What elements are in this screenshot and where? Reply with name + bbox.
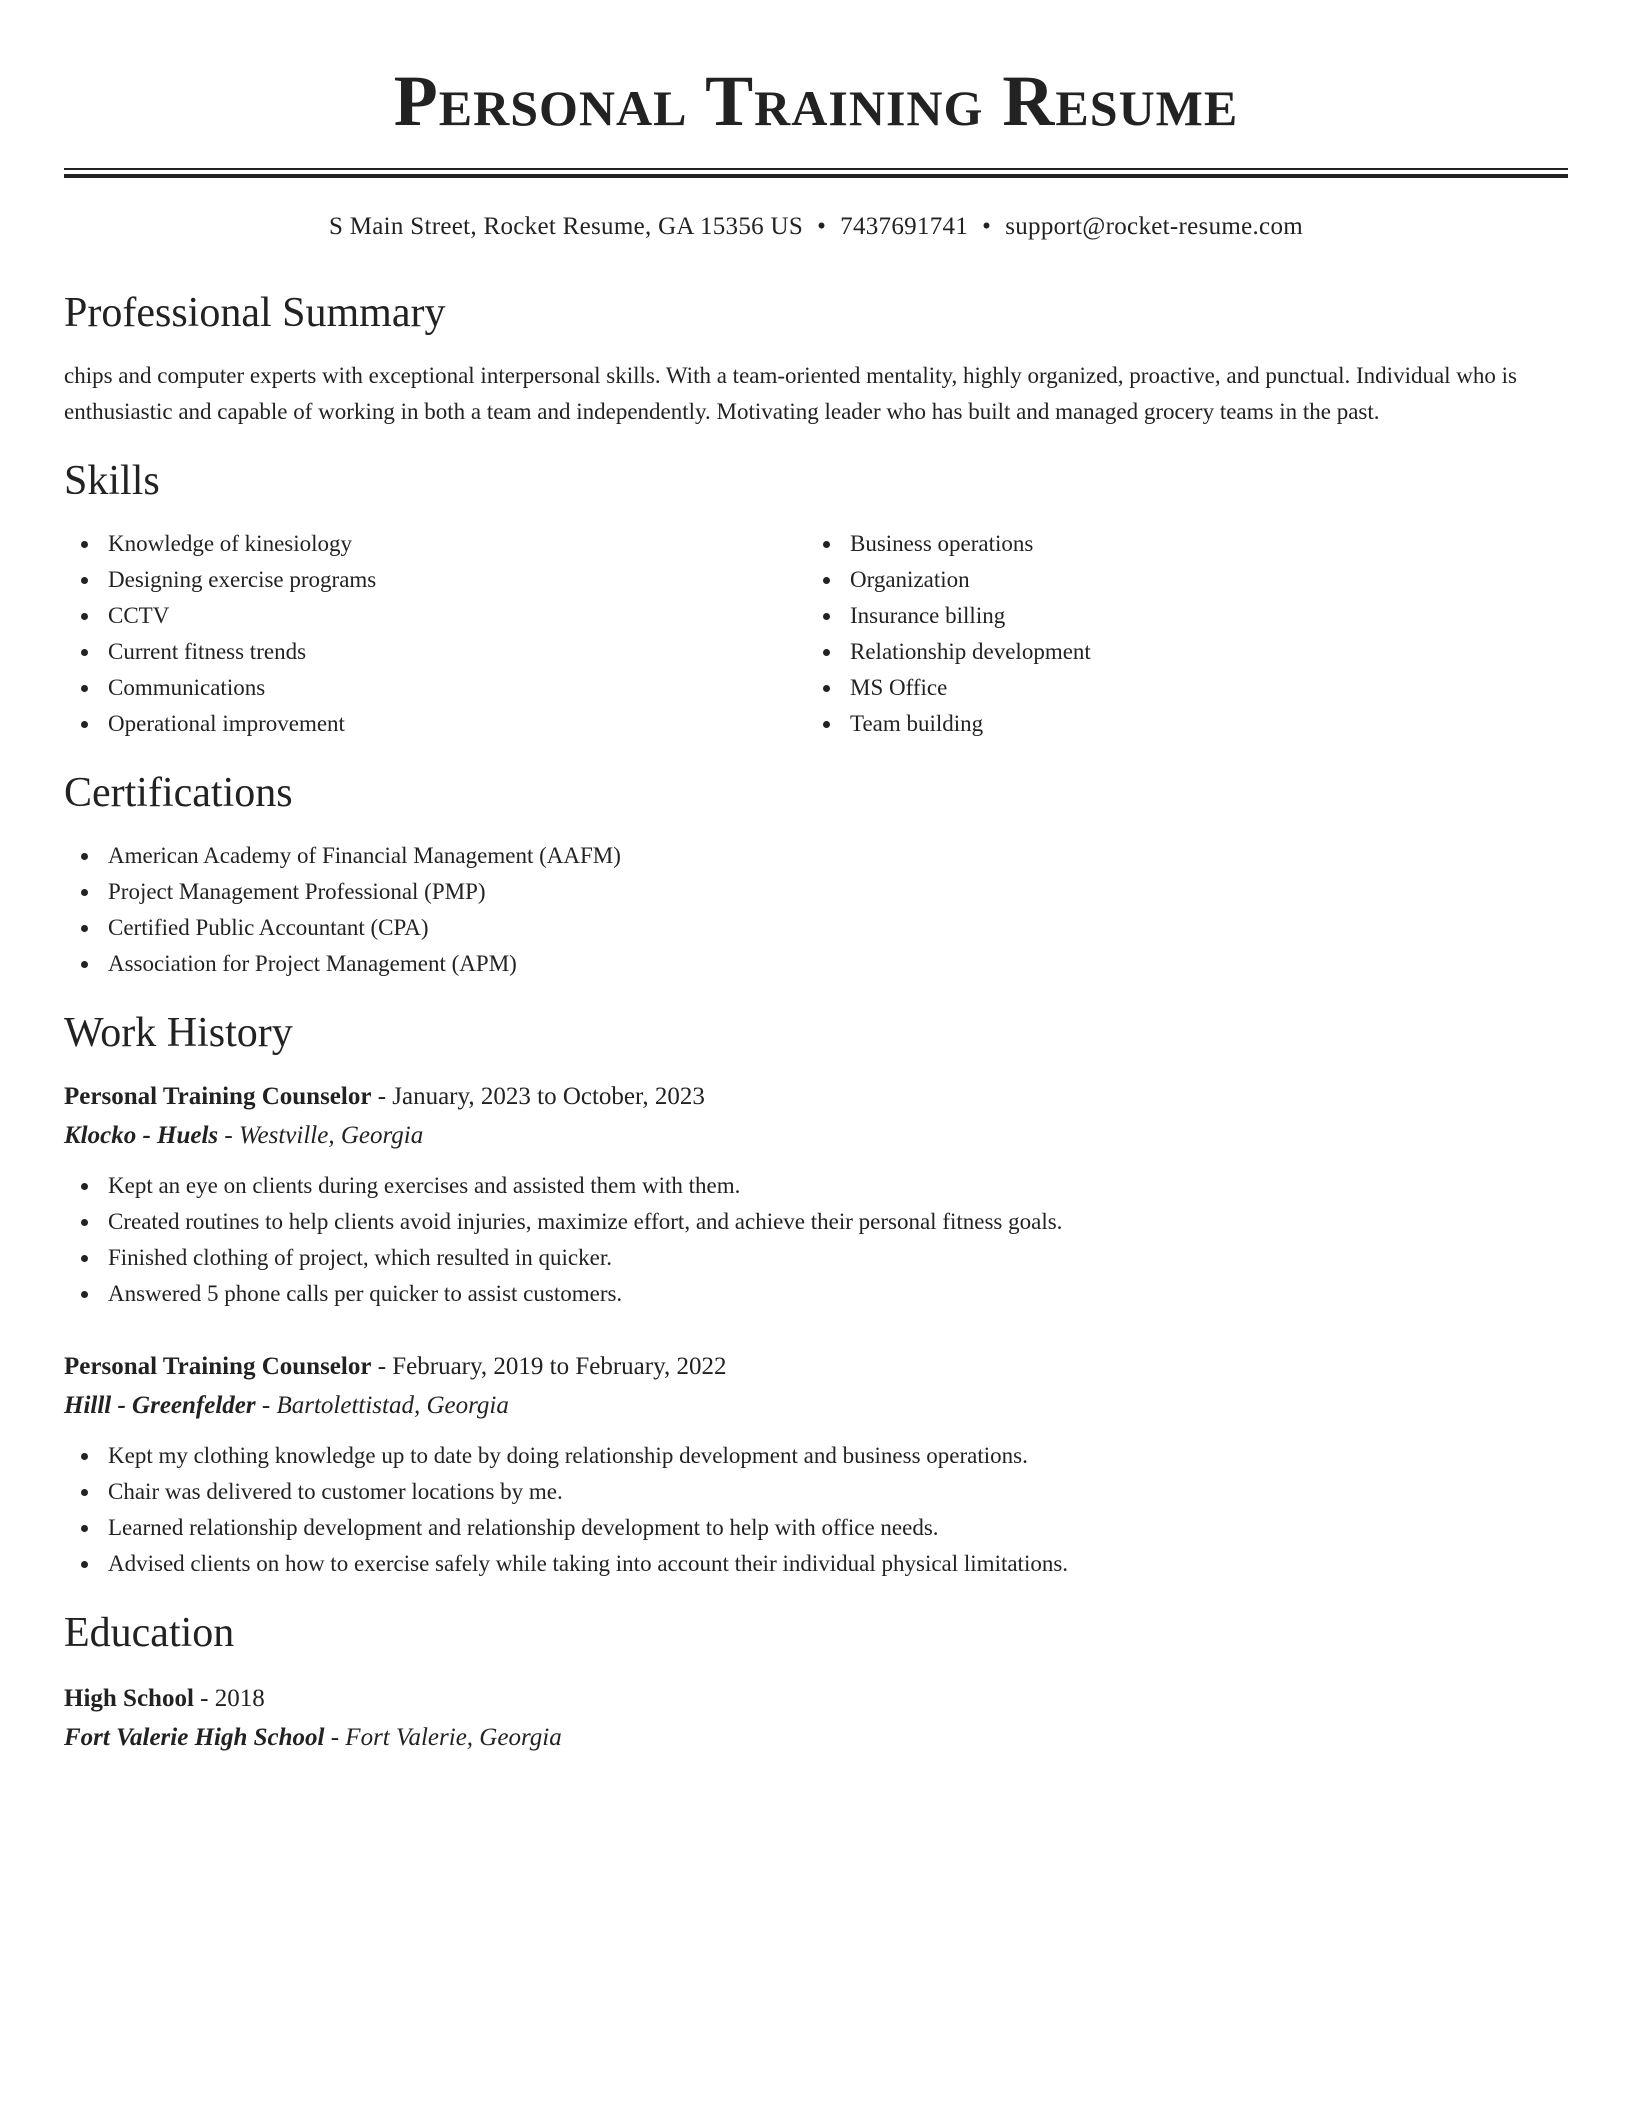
employer-name: Hilll - Greenfelder [64,1392,256,1419]
job-bullet: Chair was delivered to customer locations by me. [108,1474,1568,1510]
skills-grid [64,526,1568,742]
graduation-year: - 2018 [193,1685,265,1712]
skill-item: Team building [850,706,1548,742]
school-location: - Fort Valerie, Georgia [324,1724,562,1751]
contact-email: support@rocket-resume.com [1005,213,1303,240]
certification-item: Project Management Professional (PMP) [108,874,1568,910]
skill-item: Current fitness trends [108,634,806,670]
certifications-list [64,838,1568,982]
skill-item: Insurance billing [850,598,1548,634]
job-bullet: Answered 5 phone calls per quicker to assist customers. [108,1276,1568,1312]
skills-list-right [806,526,1548,742]
skills-heading: Skills [64,458,160,504]
job-title: Personal Training Counselor [64,1353,372,1380]
work-history-heading: Work History [64,1010,293,1056]
skill-item: Business operations [850,526,1548,562]
education-heading: Education [64,1610,235,1656]
job-bullet: Learned relationship development and relationship development to help with office needs. [108,1510,1568,1546]
skill-item: MS Office [850,670,1548,706]
job-title: Personal Training Counselor [64,1083,372,1110]
education-entry [64,1680,1568,1758]
summary-text: chips and computer experts with exceptional interpersonal skills. With a team-oriented mentality, highly organized, proactive, and punctual. Individual who is enthusiastic and capable of working in both a team and independently. Motivating leader who has built and managed grocery teams in the past. [64,363,1518,424]
job-bullet: Created routines to help clients avoid injuries, maximize effort, and achieve their personal fitness goals. [108,1204,1568,1240]
skills-column-left [64,526,806,742]
school-line [64,1718,1568,1758]
job-bullets [64,1438,1568,1582]
job-dates: - February, 2019 to February, 2022 [371,1353,727,1380]
skill-item: Relationship development [850,634,1548,670]
summary-heading: Professional Summary [64,290,446,336]
contact-line [64,212,1568,242]
job-title-line [64,1078,1568,1116]
skill-item: CCTV [108,598,806,634]
job-dates: - January, 2023 to October, 2023 [371,1083,705,1110]
degree: High School [64,1685,194,1712]
resume-title: Personal Training Resume [393,61,1239,141]
employer-location: - Westville, Georgia [218,1122,424,1149]
employer-line [64,1116,1568,1156]
employer-line [64,1386,1568,1426]
certification-item: American Academy of Financial Management (AAFM) [108,838,1568,874]
job-bullets [64,1168,1568,1312]
skills-list-left [64,526,806,742]
job-bullet: Kept an eye on clients during exercises and assisted them with them. [108,1168,1568,1204]
skills-column-right [806,526,1548,742]
resume-page [64,0,1568,1758]
skill-item: Operational improvement [108,706,806,742]
skill-item: Organization [850,562,1548,598]
job-bullet: Kept my clothing knowledge up to date by doing relationship development and business operations. [108,1438,1568,1474]
job-entry [64,1078,1568,1312]
title-divider [64,168,1568,178]
contact-separator: • [817,213,827,240]
certifications-heading: Certifications [64,770,293,816]
school-name: Fort Valerie High School [64,1724,325,1751]
certification-item: Association for Project Management (APM) [108,946,1568,982]
skill-item: Knowledge of kinesiology [108,526,806,562]
skill-item: Communications [108,670,806,706]
contact-separator: • [982,213,992,240]
degree-line [64,1680,1568,1718]
job-bullet: Finished clothing of project, which resulted in quicker. [108,1240,1568,1276]
certification-item: Certified Public Accountant (CPA) [108,910,1568,946]
job-entry [64,1348,1568,1582]
job-title-line [64,1348,1568,1386]
skill-item: Designing exercise programs [108,562,806,598]
employer-name: Klocko - Huels [64,1122,219,1149]
employer-location: - Bartolettistad, Georgia [255,1392,509,1419]
job-bullet: Advised clients on how to exercise safely while taking into account their individual physical limitations. [108,1546,1568,1582]
contact-phone: 7437691741 [840,213,969,240]
contact-address: S Main Street, Rocket Resume, GA 15356 US [328,213,804,240]
